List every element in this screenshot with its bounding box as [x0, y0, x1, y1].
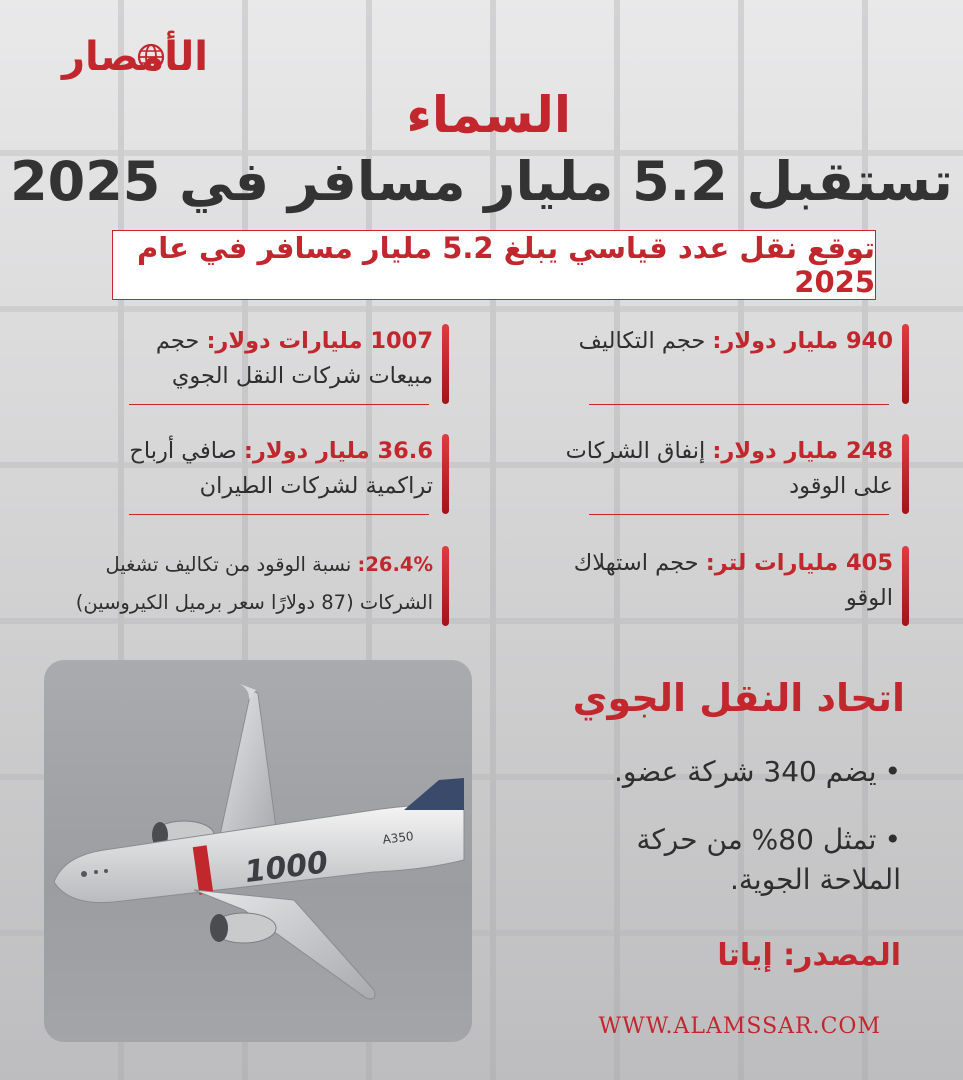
bullet-dot: • [884, 823, 901, 856]
logo-text: الأمصار [62, 34, 208, 80]
globe-icon [136, 42, 166, 72]
title-main: تستقبل 5.2 مليار مسافر في 2025 [10, 150, 953, 213]
source-text: المصدر: إياتا [717, 938, 901, 973]
model-text: A350 [381, 829, 415, 847]
bullet-text: يضم 340 شركة عضو. [614, 755, 877, 788]
subtitle-banner [112, 230, 876, 300]
stat-value: 1007 مليارات دولار: [206, 328, 433, 354]
stat-bar [902, 546, 909, 626]
livery-text: 1000 [242, 845, 330, 891]
bullet-dot: • [884, 755, 901, 788]
stat-bar [442, 434, 449, 514]
stat-fuel-share [39, 546, 449, 622]
stat-profits [69, 434, 449, 504]
stat-desc: حجم استهلاك الوقو [573, 550, 893, 611]
stat-desc: إنفاق الشركات على الوقود [565, 438, 893, 499]
website-link[interactable]: WWW.ALAMSSAR.COM [598, 1014, 881, 1039]
stat-desc: حجم التكاليف [578, 328, 713, 354]
stat-bar [902, 434, 909, 514]
stat-divider [589, 514, 889, 515]
stat-bar [902, 324, 909, 404]
stat-bar [442, 546, 449, 626]
stat-costs [529, 324, 909, 359]
stat-desc: حجم مبيعات شركات النقل الجوي [155, 328, 433, 389]
stat-sales [69, 324, 449, 394]
stat-bar [442, 324, 449, 404]
bullet-members [571, 752, 901, 792]
airplane-icon [44, 660, 472, 1042]
stat-value: 36.6 مليار دولار: [243, 438, 433, 464]
bullet-traffic [571, 820, 901, 900]
stat-divider [129, 514, 429, 515]
bullet-text: تمثل 80% من حركة الملاحة الجوية. [636, 823, 901, 896]
banner-text: توقع نقل عدد قياسي يبلغ 5.2 مليار مسافر في عام 2025 [136, 231, 875, 299]
airplane-photo [44, 660, 472, 1042]
iata-title: اتحاد النقل الجوي [572, 676, 905, 720]
stat-desc: نسبة الوقود من تكاليف تشغيل الشركات (87 دولارًا سعر برميل الكيروسين) [75, 553, 433, 614]
stat-divider [129, 404, 429, 405]
stat-divider [589, 404, 889, 405]
title-red: السماء [406, 86, 571, 144]
stat-value: 405 مليارات لتر: [705, 550, 893, 576]
stat-desc: صافي أرباح تراكمية لشركات الطيران [129, 438, 433, 499]
stat-value: 26.4%: [357, 553, 433, 576]
stat-value: 940 مليار دولار: [712, 328, 893, 354]
stat-fuel-consumption [529, 546, 909, 616]
stat-fuel-spend [529, 434, 909, 504]
stat-value: 248 مليار دولار: [712, 438, 893, 464]
logo [62, 32, 208, 86]
